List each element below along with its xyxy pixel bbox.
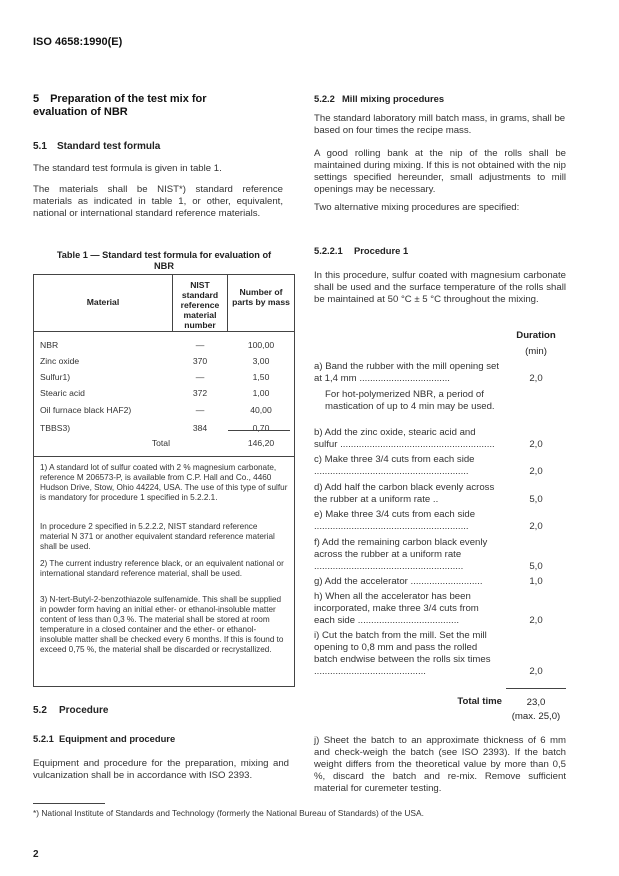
table-cell-material: Zinc oxide bbox=[40, 356, 80, 366]
total-rule bbox=[228, 430, 290, 431]
section-5-heading bbox=[33, 93, 298, 119]
duration-header bbox=[506, 328, 566, 360]
table-cell-material: TBBS3) bbox=[40, 423, 71, 433]
section-5-2-2-heading bbox=[314, 93, 444, 104]
section-5-2-title: Procedure bbox=[59, 705, 109, 716]
total-time-rule bbox=[506, 688, 566, 689]
procedure-step-i: i) Cut the batch from the mill. Set the mill opening to 0,8 mm and pass the rolled batch endwise between the rolls six times .......................................... bbox=[314, 630, 491, 677]
section-5-2-2-para1: The standard laboratory mill batch mass, in grams, shall be based on four times the recipe mass. bbox=[314, 113, 566, 136]
table-divider bbox=[227, 275, 228, 331]
section-5-1-heading bbox=[33, 141, 160, 152]
table-1-caption-line1: Table 1 — Standard test formula for evaluation of bbox=[56, 250, 272, 260]
table-footnote-1: 1) A standard lot of sulfur coated with 2 % magnesium carbonate, reference M 206573-P, is available from C.P. Hall and Co., 4460 Hudson Drive, Stow, Ohio 44224, USA. The use of this type of sulfur is mandatory for procedure 1 specified in 5.2.2.1. bbox=[40, 463, 288, 502]
section-5-2-2-1-title: Procedure 1 bbox=[354, 245, 409, 256]
section-5-1-title: Standard test formula bbox=[57, 141, 161, 152]
duration-unit: (min) bbox=[525, 346, 547, 357]
table-1-caption-line2: NBR bbox=[154, 261, 174, 271]
table-header-nist: NIST standard reference material number bbox=[180, 280, 220, 330]
table-divider bbox=[172, 275, 173, 331]
table-header-material: Material bbox=[86, 297, 120, 307]
procedure-step-c-duration: 2,0 bbox=[529, 466, 543, 477]
table-cell-nist: — bbox=[195, 405, 205, 415]
section-5-title-line2: evaluation of NBR bbox=[33, 106, 128, 118]
table-footnote-2: 2) The current industry reference black, or an equivalent national or international standard reference material, shall be used. bbox=[40, 559, 284, 578]
table-cell-parts: 40,00 bbox=[250, 405, 272, 415]
procedure-step-j: j) Sheet the batch to an approximate thickness of 6 mm and check-weigh the batch (see ISO 2393). If the batch weight differs from the theoretical value by more than 0,5 %, discard the batch and re-mix. Remove sufficient material for curemeter testing. bbox=[314, 735, 566, 794]
table-cell-nist: — bbox=[195, 340, 205, 350]
table-cell-parts: 1,50 bbox=[252, 372, 270, 382]
section-5-1-para2: The materials shall be NIST*) standard reference materials as indicated in table 1, or other, equivalent, national or international standard reference materials. bbox=[33, 184, 283, 219]
procedure-step-f: f) Add the remaining carbon black evenly across the rubber at a uniform rate ........................................................ bbox=[314, 537, 488, 572]
table-row bbox=[34, 356, 294, 372]
procedure-step-d: d) Add half the carbon black evenly across the rubber at a uniform rate .. bbox=[314, 482, 495, 505]
section-5-1-para1: The standard test formula is given in table 1. bbox=[33, 163, 222, 174]
section-5-2-1-para: Equipment and procedure for the preparation, mixing and vulcanization shall be in accordance with ISO 2393. bbox=[33, 758, 289, 781]
table-header-parts: Number of parts by mass bbox=[232, 287, 290, 307]
section-5-1-number: 5.1 bbox=[33, 141, 47, 152]
table-total-label: Total bbox=[151, 438, 170, 448]
section-5-2-2-para2: A good rolling bank at the nip of the rolls shall be maintained during mixing. If this is not obtained with the nip settings specified hereunder, small adjustments to mill openings may be necessary. bbox=[314, 148, 566, 195]
table-cell-material: Oil furnace black HAF2) bbox=[40, 405, 132, 415]
section-5-2-1-heading bbox=[33, 733, 175, 744]
table-cell-parts: 0,70 bbox=[252, 423, 270, 433]
procedure-step-h-duration: 2,0 bbox=[529, 615, 543, 626]
table-total-row bbox=[34, 438, 294, 454]
procedure-step-h: h) When all the accelerator has been incorporated, make three 3/4 cuts from each side ...................................... bbox=[314, 591, 479, 626]
procedure-step-g: g) Add the accelerator ........................... bbox=[314, 576, 483, 587]
table-cell-nist: 372 bbox=[192, 388, 208, 398]
section-5-2-1-number: 5.2.1 bbox=[33, 733, 54, 744]
table-1 bbox=[33, 274, 295, 687]
document-header: ISO 4658:1990(E) bbox=[33, 36, 123, 48]
table-cell-material: Sulfur1) bbox=[40, 372, 71, 382]
section-5-2-2-title: Mill mixing procedures bbox=[342, 93, 445, 104]
procedure-1-intro: In this procedure, sulfur coated with magnesium carbonate shall be used and the surface temperature of the rolls shall be maintained at 50 °C ± 5 °C throughout the mixing. bbox=[314, 270, 566, 305]
total-time-max: (max. 25,0) bbox=[511, 711, 561, 722]
procedure-step-a-note: For hot-polymerized NBR, a period of mastication of up to 4 min may be used. bbox=[325, 389, 495, 412]
section-5-number: 5 bbox=[33, 93, 40, 105]
table-cell-parts: 3,00 bbox=[252, 356, 270, 366]
table-footnote-rule bbox=[34, 456, 294, 457]
page-number: 2 bbox=[33, 849, 39, 860]
table-row bbox=[34, 388, 294, 404]
table-cell-parts: 1,00 bbox=[252, 388, 270, 398]
table-row bbox=[34, 405, 294, 421]
procedure-step-e-duration: 2,0 bbox=[529, 521, 543, 532]
section-5-2-1-title: Equipment and procedure bbox=[59, 733, 176, 744]
total-time-number: 23,0 bbox=[526, 697, 546, 708]
section-5-2-2-number: 5.2.2 bbox=[314, 93, 335, 104]
section-5-title-line1: Preparation of the test mix for bbox=[50, 93, 207, 105]
table-cell-parts: 100,00 bbox=[247, 340, 275, 350]
table-cell-material: NBR bbox=[40, 340, 59, 350]
section-5-2-2-1-heading bbox=[314, 245, 408, 256]
procedure-step-c: c) Make three 3/4 cuts from each side .......................................................... bbox=[314, 454, 475, 477]
section-5-2-2-para3: Two alternative mixing procedures are specified: bbox=[314, 202, 520, 213]
table-row bbox=[34, 340, 294, 356]
table-row bbox=[34, 372, 294, 388]
table-cell-nist: — bbox=[195, 372, 205, 382]
procedure-step-b-duration: 2,0 bbox=[529, 439, 543, 450]
table-footnote-3: 3) N-tert-Butyl-2-benzothiazole sulfenamide. This shall be supplied in powder form having an initial ether- or ethanol-insoluble matter content of less than 0,3 %. The material shall be stored at room temperature in a closed container and the ether- or ethanol-insoluble matter shall be checked every 6 months. If this is found to exceed 0,75 %, the material shall be discarded or recrystallized. bbox=[40, 595, 284, 654]
table-footnote-1b: In procedure 2 specified in 5.2.2.2, NIST standard reference material N 371 or another equivalent standard reference material shall be used. bbox=[40, 522, 275, 551]
page-footnote: *) National Institute of Standards and Technology (formerly the National Bureau of Standards) of the USA. bbox=[33, 808, 424, 818]
table-cell-material: Stearic acid bbox=[40, 388, 85, 398]
duration-label: Duration bbox=[516, 330, 556, 341]
procedure-step-a-duration: 2,0 bbox=[529, 373, 543, 384]
table-cell-nist: 370 bbox=[192, 356, 208, 366]
table-cell-nist: 384 bbox=[192, 423, 208, 433]
procedure-step-b: b) Add the zinc oxide, stearic acid and sulfur .......................................................... bbox=[314, 427, 495, 450]
section-5-2-heading bbox=[33, 705, 108, 716]
procedure-step-e: e) Make three 3/4 cuts from each side .......................................................... bbox=[314, 509, 476, 532]
section-5-2-number: 5.2 bbox=[33, 705, 47, 716]
procedure-step-a: a) Band the rubber with the mill opening set at 1,4 mm .................................. bbox=[314, 361, 500, 384]
procedure-step-f-duration: 5,0 bbox=[529, 561, 543, 572]
section-5-2-2-1-number: 5.2.2.1 bbox=[314, 245, 343, 256]
procedure-step-i-duration: 2,0 bbox=[529, 666, 543, 677]
procedure-step-g-duration: 1,0 bbox=[529, 576, 543, 587]
total-time-label: Total time bbox=[457, 696, 502, 707]
table-total-value: 146,20 bbox=[247, 438, 275, 448]
table-1-caption bbox=[33, 250, 295, 272]
footnote-rule bbox=[33, 803, 105, 804]
table-header-rule bbox=[34, 331, 294, 332]
total-time-value bbox=[506, 696, 566, 724]
procedure-step-d-duration: 5,0 bbox=[529, 494, 543, 505]
table-row bbox=[34, 423, 294, 439]
